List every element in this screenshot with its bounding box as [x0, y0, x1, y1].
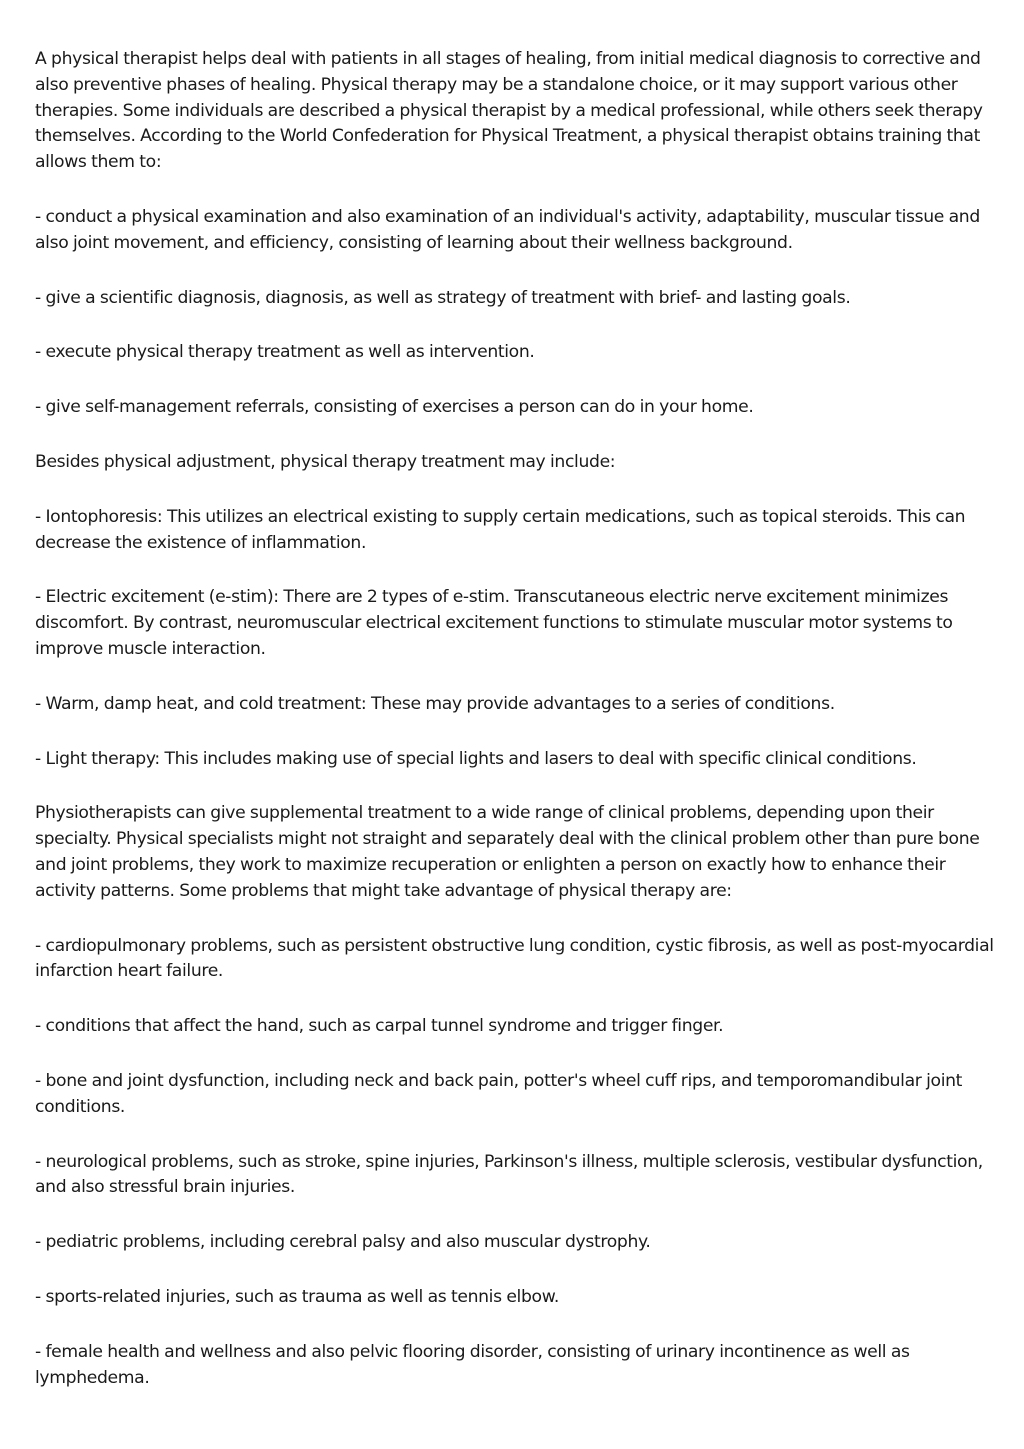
list-item: - Warm, damp heat, and cold treatment: These may provide advantages to a series of conditions.	[35, 693, 835, 714]
list-item: - cardiopulmonary problems, such as persistent obstructive lung condition, cystic fibrosis, as well as post-myocardial infarction heart failure.	[35, 935, 994, 982]
list-item: - Electric excitement (e-stim): There are 2 types of e-stim. Transcutaneous electric nerve excitement minimizes discomfort. By contrast, neuromuscular electrical excitement functions to stimulate muscular motor systems to improve muscle interaction.	[35, 587, 953, 659]
list-item: - female health and wellness and also pelvic flooring disorder, consisting of urinary incontinence as well as lymphedema.	[35, 1341, 910, 1388]
treatment-intro-paragraph: Besides physical adjustment, physical therapy treatment may include:	[35, 451, 616, 472]
list-item: - give a scientific diagnosis, diagnosis, as well as strategy of treatment with brief- and lasting goals.	[35, 287, 851, 308]
list-item: - bone and joint dysfunction, including neck and back pain, potter's wheel cuff rips, and temporomandibular joint conditions.	[35, 1070, 963, 1117]
list-item: - sports-related injuries, such as trauma as well as tennis elbow.	[35, 1286, 559, 1307]
intro-paragraph: A physical therapist helps deal with patients in all stages of healing, from initial medical diagnosis to corrective and also preventive phases of healing. Physical therapy may be a standalone choice, or it may support various other therapies. Some individuals are described a physical therapist by a medical professional, while others seek therapy themselves. According to the World Confederation for Physical Treatment, a physical therapist obtains training that allows them to:	[35, 49, 983, 173]
list-item: - neurological problems, such as stroke, spine injuries, Parkinson's illness, multiple sclerosis, vestibular dysfunction, and also stressful brain injuries.	[35, 1151, 983, 1198]
list-item: - execute physical therapy treatment as well as intervention.	[35, 342, 535, 363]
list-item: - conditions that affect the hand, such as carpal tunnel syndrome and trigger finger.	[35, 1016, 724, 1037]
list-item: - give self-management referrals, consisting of exercises a person can do in your home.	[35, 397, 754, 418]
list-item: - conduct a physical examination and also examination of an individual's activity, adaptability, muscular tissue and also joint movement, and efficiency, consisting of learning about their wellness background.	[35, 206, 980, 253]
list-item: - Iontophoresis: This utilizes an electrical existing to supply certain medications, such as topical steroids. This can decrease the existence of inflammation.	[35, 506, 966, 553]
list-item: - pediatric problems, including cerebral palsy and also muscular dystrophy.	[35, 1232, 651, 1253]
document-body	[35, 47, 995, 1420]
list-item: - Light therapy: This includes making use of special lights and lasers to deal with specific clinical conditions.	[35, 748, 917, 769]
conditions-intro-paragraph: Physiotherapists can give supplemental treatment to a wide range of clinical problems, depending upon their specialty. Physical specialists might not straight and separately deal with the clinical problem other than pure bone and joint problems, they work to maximize recuperation or enlighten a person on exactly how to enhance their activity patterns. Some problems that might take advantage of physical therapy are:	[35, 803, 980, 901]
